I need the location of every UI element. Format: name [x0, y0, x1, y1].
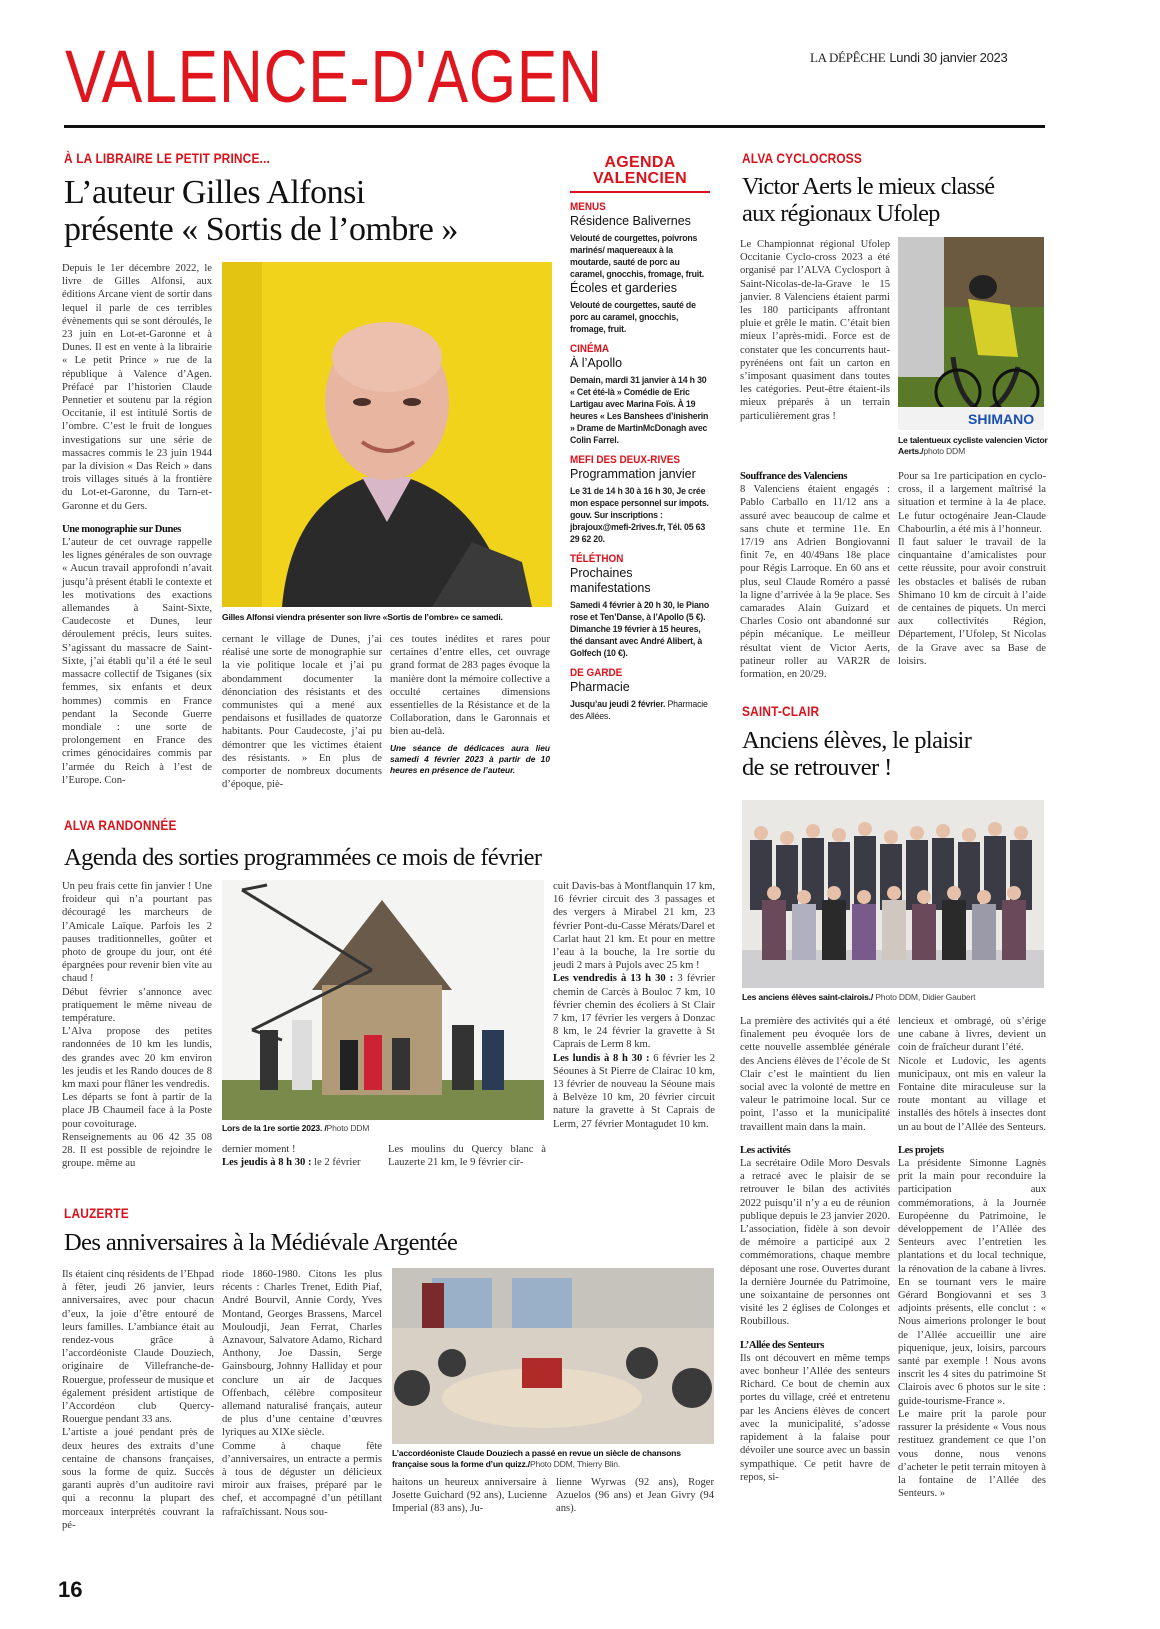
issue-date: Lundi 30 janvier 2023 — [889, 50, 1008, 65]
header-rule — [64, 125, 1045, 128]
alfonsi-column-1: Depuis le 1er décembre 2022, le livre de Gilles Alfonsi, aux éditions Arcane vient de sortir dans lequel il parle de ces terribles évènements qui se sont déroulés, le 23 juin en Lot-et-Garonne et à Dunes. Il est en vente à la librairie « Le petit Prince » rue de la république à Valence d’Agen. Préfacé par l’historien Claude Pennetier et soutenu par la région Occitanie, il est intitulé Sortis de l’ombre. C’est le fruit de longues investigations sur une série de massacres commis le 23 juin 1944 par la division « Das Reich » dans trois villages situés à la frontière du Lot-et-Garonne, du Tarn-et-Garonne et du Gers. Une monographie sur Dunes L’auteur de cet ouvrage rappelle les lignes générales de son ouvrage « Aucun travail approfondi n’avait jusqu’à présent établi le contexte et les motivations des exactions allemandes à Saint-Sixte, Caudecoste et Dunes, leur déroulement précis, leurs suites. S’agissant du massacre de Saint-Sixte, j’ai établi qu’il a été le seul massacre collectif de Tsiganes (six femmes, six enfants et deux hommes) commis en France pendant la Seconde Guerre mondiale : une sorte de prolongement en France des crimes génocidaires commis par l’armée du Reich à l’est de l’Europe. Con- — [62, 263, 212, 786]
agenda-title: AGENDA VALENCIEN — [570, 155, 710, 193]
section-title: VALENCE-D'AGEN — [65, 35, 603, 118]
alfonsi-photo-caption: Gilles Alfonsi viendra présenter son livre «Sortis de l’ombre» ce samedi. — [222, 612, 503, 622]
randonnee-photo-caption: Lors de la 1re sortie 2023. /Photo DDM — [222, 1123, 370, 1133]
saintclair-kicker: SAINT-CLAIR — [742, 703, 820, 719]
cyclist-illustration — [898, 237, 1044, 430]
lauzerte-accordion-photo — [392, 1268, 714, 1444]
randonnee-column-2: dernier moment ! Les jeudis à 8 h 30 : le 2 février — [222, 1144, 361, 1169]
cyclocross-intro: Le Championnat régional Ufolep Occitanie Cyclo-cross 2023 a été organisé par l’ALVA Cyclosport à Saint-Nicolas-de-la-Grave le 15 janvier. 8 Valenciens étaient parmi les 180 participants affrontant pluie et grêle le matin. C’était bien mieux l’après-midi. Force est de constater que les concurrents haut-pyrénéens ont fait un carton en s’imposant quasiment dans toutes les catégories. Peut-être étaient-ils mieux préparés à un terrain particulièrement gras ! — [740, 239, 890, 422]
alfonsi-column-2: cernant le village de Dunes, j’ai réalisé une sorte de monographie sur la vie politique locale et j’ai pu abondamment documenter la dénonciation des résistants et des communistes qui a mené aux pendaisons et fusillades de quatorze habitants. Pour Caudecoste, j’ai pu démontrer que les victimes étaient des résistants. » En plus de comporter de nombreux documents d’époque, piè- — [222, 634, 382, 791]
lauzerte-kicker: LAUZERTE — [64, 1205, 129, 1221]
alfonsi-portrait-photo — [222, 262, 552, 607]
randonnee-column-1: Un peu frais cette fin janvier ! Une froideur qui n’a pourtant pas découragé les marcheurs de l’Amicale Laïque. Parfois les 2 pauses traditionnelles, goûter et photo de groupe du jour, ont été épargnées pour revenir bien vite au chaud ! Début février s’annonce avec pratiquement le même niveau de température. L’Alva propose des petites randonnées de 10 km les lundis, des grandes avec 20 km environ les jeudis et les Rando douces de 8 km maxi pour flâner les vendredis. Les départs se font à partir de la place JB Chaumeil face à la Poste pour covoiturage. Renseignements au 06 42 35 08 28. Il est possible de rejoindre le groupe. même au — [62, 881, 212, 1170]
publication-name: LA DÉPÊCHE — [810, 50, 886, 65]
lauzerte-column-1: Ils étaient cinq résidents de l’Ehpad à fêter, jeudi 26 janvier, leurs anniversaires, avec pour chacun d’eux, la joie d’être entouré de leurs familles. L’ambiance était au rendez-vous grâce à l’accordéoniste Claude Douziech, originaire de Villefranche-de-Rouergue, professeur de musique et également président artistique de l’Accordéon club Quercy-Rouergue pendant 33 ans. L’artiste a joué pendant près de deux heures des extraits d’une centaine de chansons françaises, sous la forme de quiz. Succès garanti auprès d’un auditoire ravi qui a reconnu la plupart des morceaux interprétés couvrant la pé- — [62, 1269, 214, 1531]
saintclair-subhead-projets: Les projets — [898, 1144, 944, 1156]
agenda-section-telethon: TÉLÉTHON — [570, 553, 624, 565]
agenda-section-cinema: CINÉMA — [570, 343, 610, 355]
cyclocross-subhead: Souffrance des Valenciens — [740, 471, 848, 482]
randonnee-column-3: Les moulins du Quercy blanc à Lauzerte 21 km, le 9 février cir- — [388, 1144, 546, 1169]
saintclair-column-1: La première des activités qui a été finalement peu évoquée lors de cette nouvelle assemblée générale des Anciens élèves de l’école de St Clair c’est le maintient du lien social avec la volonté de mettre en valeur le patrimoine local. Sur ce point, l’asso et la municipalité travaillent main dans la main. Les activités La secrétaire Odile Moro Desvals a retracé avec le plaisir de se retrouver le bilan des activités 2022 puisqu’il n’y a eu de réunion publique depuis le 23 janvier 2020. L’association, fidèle à son devoir de mémoire a participé aux 2 commémorations, chaque membre déposant une rose. Ouvertes durant la dernière Journée du Patrimoine, une soixantaine de personnes ont visité les 2 églises de Colonges et Roubillous. L’Allée des Senteurs Ils ont découvert en même temps avec bonheur l’Allée des senteurs Richard. Ce bout de chemin aux portes du village, créé et entretenu par les Anciens élèves de concert avec la municipalité, s’adosse rapidement à la falaise pour dévoiler une source avec un bassin sympathique. Ce petit havre de repos, si- — [740, 1016, 890, 1483]
dedication-note: Une séance de dédicaces aura lieu samedi 4 février 2023 à partir de 10 heures en présence de l’auteur. — [390, 742, 550, 775]
saintclair-headline: Anciens élèves, le plaisir de se retrouver ! — [742, 727, 972, 781]
randonnee-kicker: ALVA RANDONNÉE — [64, 817, 177, 833]
group-illustration — [742, 800, 1044, 988]
portrait-illustration — [222, 262, 552, 607]
svg-text:SHIMANO: SHIMANO — [968, 411, 1035, 427]
saintclair-column-2: lencieux et ombragé, où s’érige une cabane à livres, devient un coin de fraîcheur durant l’été. Nicole et Ludovic, les agents municipaux, ont mis en valeur la Fontaine dite miraculeuse sur la route montant au village et installés des hôtels à insectes dont un au bout de l’Allée des Senteurs. Les projets La présidente Simonne Lagnès prit la main pour reconduire la participation aux commémorations, à la Journée Européenne du Patrimoine, le développement de l’Allée des Senteurs avec l’entretien les plantations et du local technique, la rénovation de la cabane à livres. En se tournant vers le maire Gérard Bongiovanni et ses 3 adjoints présents, elle conclut : « Nous aimerions prolonger le bout de l’Allée accueillir une aire piquenique, jeux, loisirs, parcours santé par exemple ! Nous avons inscrit les 4 sites du patrimoine St Clairois avec 6 photos sur le site : guide-tourisme-France ». Le maire prit la parole pour rassurer la présidente « Vous nous restituez grandement ce que l’on vous donne, nous venons d’acheter le petit terrain mitoyen à la fontaine de l’Allée des Senteurs. » — [898, 1016, 1046, 1500]
alfonsi-kicker: À LA LIBRAIRE LE PETIT PRINCE... — [64, 150, 270, 166]
page-number: 16 — [58, 1577, 83, 1602]
randonnee-headline: Agenda des sorties programmées ce mois de février — [64, 844, 542, 871]
lauzerte-column-4: lienne Wyrwas (92 ans), Roger Azuelos (96 ans) et Jean Givry (94 ans). — [556, 1477, 714, 1515]
lauzerte-column-3: haitons un heureux anniversaire à Josette Guichard (92 ans), Lucienne Imperial (83 ans), Ju- — [392, 1477, 547, 1515]
cyclocross-headline: Victor Aerts le mieux classé aux régionaux Ufolep — [742, 173, 995, 227]
cyclocross-column-1: Souffrance des Valenciens 8 Valenciens étaient engagés : Pablo Carballo en 11/12 ans a assuré avec beaucoup de calme et sans chute et termine 11e. En 17/19 ans Adrien Bongiovanni finit 7e, en 40/49ans 18e place pour Régis Larroque. En 60 ans et plus, seul Claude Roméro a passé la ligne d’arrivée à la 9e place. Ses camarades Alain Guizard et Charles Cosio ont abandonné sur pépin mécanique. Le meilleur résultat vient de Victor Aerts, patineur roller au VAR2R de formation, en 20/29. — [740, 471, 890, 681]
cyclocross-photo-caption: Le talentueux cycliste valencien Victor Aerts./photo DDM — [898, 435, 1048, 456]
saintclair-photo-caption: Les anciens élèves saint-clairois./ Photo DDM, Didier Gaubert — [742, 992, 976, 1002]
saintclair-subhead-allee: L’Allée des Senteurs — [740, 1339, 825, 1351]
randonnee-column-4: cuit Davis-bas à Montflanquin 17 km, 16 février circuit des 3 passages et des vergers à Mirabel 21 km, 23 février Pont-du-Casse Mérats/Darel et Carlat haut 21 km. Et pour en mettre l’eau à la bouche, la 1re sortie du jeudi 2 mars à Pujols avec 25 km ! Les vendredis à 13 h 30 : 3 février chemin de Carcès à Bouloc 7 km, 10 février chemin des écoliers à St Clair 7 km, 17 février les vergers à Donzac 8 km, le 24 février la gravette à St Caprais de Lerm 8 km. Les lundis à 8 h 30 : 6 février les 2 Séounes à St Pierre de Clairac 10 km, 13 février de nouveau la Séoune mais à Belvèze 10 km, 20 février circuit nature la gravette à St Caprais de Lerm, 27 février Montagudet 10 km. — [553, 881, 716, 1130]
dateline — [810, 50, 1007, 66]
ehpad-illustration — [392, 1268, 714, 1444]
agenda-section-menus: MENUS — [570, 201, 606, 213]
cyclocross-kicker: ALVA CYCLOCROSS — [742, 150, 863, 166]
windmill-illustration — [222, 880, 544, 1120]
saintclair-group-photo — [742, 800, 1044, 988]
agenda-section-mefi: MEFI DES DEUX-RIVES — [570, 454, 681, 466]
agenda-valencien: AGENDA VALENCIEN MENUS Résidence Balivernes Velouté de courgettes, poivrons marinés/ maquereaux à la moutarde, sauté de porc au caramel, gnocchis, fromage, fruit. Écoles et garderies Velouté de courgettes, sauté de porc au caramel, gnocchis, fromage, fruit. CINÉMA À l’Apollo Demain, mardi 31 janvier à 14 h 30 « Cet été-là » Comédie de Eric Lartigau avec Marina Foïs. À 19 heures « Les Banshees d’inisherin » Drame de MartinMcDonagh avec Colin Farrel. MEFI DES DEUX-RIVES Programmation janvier Le 31 de 14 h 30 à 16 h 30, Je crée mon espace personnel sur impots. gouv. Sur inscriptions : jbrajoux@mefi-2rives.fr, Tél. 05 63 29 62 20. TÉLÉTHON Prochaines manifestations Samedi 4 février à 20 h 30, le Piano rose et Ten’Danse, à l’Apollo (5 €). Dimanche 19 février à 15 heures, thé dansant avec André Alibert, à Golfech (10 €). DE GARDE Pharmacie Jusqu’au jeudi 2 février. Pharmacie des Allées. — [570, 154, 710, 721]
cyclocross-column-2: Pour sa 1re participation en cyclo-cross, il a largement maîtrisé la situation et termine à la 4e place. Le futur octogénaire Jean-Claude Chabourlin, a été mis à l’honneur. Il faut saluer le travail de la cinquantaine d’amicalistes pour cette réussite, pour avoir construit les obstacles et balisés de ruban Shimano 10 km de circuit à l’aide de centaines de piquets. Un merci aux collectivités Région, Département, l’Ufolep, St Nicolas de la Grave avec sa Base de loisirs. — [898, 471, 1046, 667]
alfonsi-headline: L’auteur Gilles Alfonsi présente « Sortis de l’ombre » — [64, 174, 458, 249]
alfonsi-column-3: ces toutes inédites et rares pour certaines d’entre elles, cet ouvrage grand format de 283 pages évoque la manière dont la mémoire collective a occulté certaines dimensions essentielles de la Résistance et de la Collaboration, dans le Garonnais et bien au-delà. Une séance de dédicaces aura lieu samedi 4 février 2023 à partir de 10 heures en présence de l’auteur. — [390, 634, 550, 775]
saintclair-subhead-activites: Les activités — [740, 1144, 791, 1156]
agenda-section-de-garde: DE GARDE — [570, 667, 623, 679]
randonnee-windmill-photo — [222, 880, 544, 1120]
cyclocross-photo — [898, 237, 1044, 430]
lauzerte-column-2: riode 1860-1980. Citons les plus récents : Charles Trenet, Edith Piaf, André Bourvil, Annie Cordy, Yves Montand, Georges Brassens, Marcel Mouloudji, Jean Ferrat, Charles Aznavour, Salvatore Adamo, Richard Anthony, Joe Dassin, Serge Gainsbourg, Johnny Halliday et pour conclure un air de Jacques Offenbach, célèbre compositeur allemand naturalisé français, auteur de plus d’une centaine d’œuvres lyriques au XIXe siècle. Comme à chaque fête d’anniversaires, un entracte a permis à tous de déguster un délicieux miroir aux fraises, préparé par le chef, et accompagné d’un pétillant rafraîchissant. Nous sou- — [222, 1269, 382, 1518]
alfonsi-subhead: Une monographie sur Dunes — [62, 523, 182, 535]
lauzerte-headline: Des anniversaires à la Médiévale Argentée — [64, 1229, 458, 1256]
lauzerte-photo-caption: L’accordéoniste Claude Douziech a passé en revue un siècle de chansons française sous la forme d’un quizz./Photo DDM, Thierry Blin. — [392, 1448, 681, 1469]
